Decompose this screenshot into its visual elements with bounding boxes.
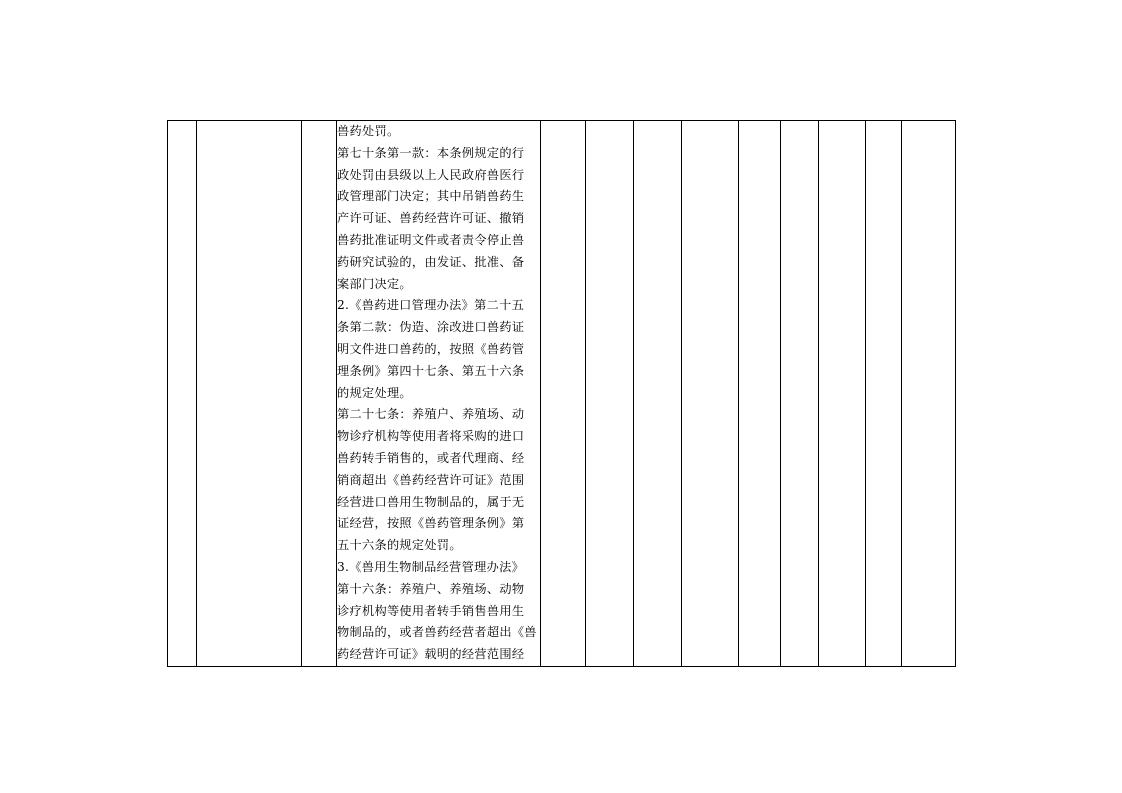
table-cell <box>739 121 781 667</box>
table-cell <box>902 121 956 667</box>
text-line: 药经营许可证》载明的经营范围经 <box>337 647 525 662</box>
table-cell <box>634 121 682 667</box>
table-cell <box>168 121 197 667</box>
text-line: 诊疗机构等使用者转手销售兽用生 <box>337 603 525 618</box>
table-cell <box>586 121 634 667</box>
text-line: 物制品的，或者兽药经营者超出《兽 <box>337 625 537 640</box>
text-line: 药研究试验的，由发证、批准、备 <box>337 254 525 269</box>
text-line: 五十六条的规定处罚。 <box>337 538 462 553</box>
table-cell <box>819 121 866 667</box>
text-line: 第十六条：养殖户、养殖场、动物 <box>337 581 525 596</box>
table-cell <box>781 121 819 667</box>
text-line: 证经营，按照《兽药管理条例》第 <box>337 516 525 531</box>
table-row <box>168 121 956 667</box>
text-line: 理条例》第四十七条、第五十六条 <box>337 363 525 378</box>
text-line: 政管理部门决定；其中吊销兽药生 <box>337 189 525 204</box>
legal-basis-cell <box>337 121 541 667</box>
text-line: 2.《兽药进口管理办法》第二十五 <box>337 298 525 313</box>
table-cell <box>541 121 586 667</box>
text-line: 明文件进口兽药的，按照《兽药管 <box>337 341 525 356</box>
text-line: 产许可证、兽药经营许可证、撤销 <box>337 211 525 226</box>
text-line: 物诊疗机构等使用者将采购的进口 <box>337 429 525 444</box>
text-line: 第七十条第一款：本条例规定的行 <box>337 145 525 160</box>
table-cell <box>197 121 302 667</box>
table-cell <box>866 121 902 667</box>
text-line: 兽药处罚。 <box>337 124 400 138</box>
table-cell <box>682 121 739 667</box>
text-line: 销商超出《兽药经营许可证》范围 <box>337 472 525 487</box>
text-line: 政处罚由县级以上人民政府兽医行 <box>337 167 525 182</box>
document-table <box>167 120 956 667</box>
table-cell <box>302 121 337 667</box>
text-line: 条第二款：伪造、涂改进口兽药证 <box>337 320 525 335</box>
text-line: 兽药批准证明文件或者责令停止兽 <box>337 232 525 247</box>
text-line: 第二十七条：养殖户、养殖场、动 <box>337 407 525 422</box>
text-line: 经营进口兽用生物制品的，属于无 <box>337 494 525 509</box>
text-line: 案部门决定。 <box>337 276 412 291</box>
text-line: 3.《兽用生物制品经营管理办法》 <box>337 559 525 574</box>
text-line: 兽药转手销售的，或者代理商、经 <box>337 450 525 465</box>
text-line: 的规定处理。 <box>337 385 412 400</box>
